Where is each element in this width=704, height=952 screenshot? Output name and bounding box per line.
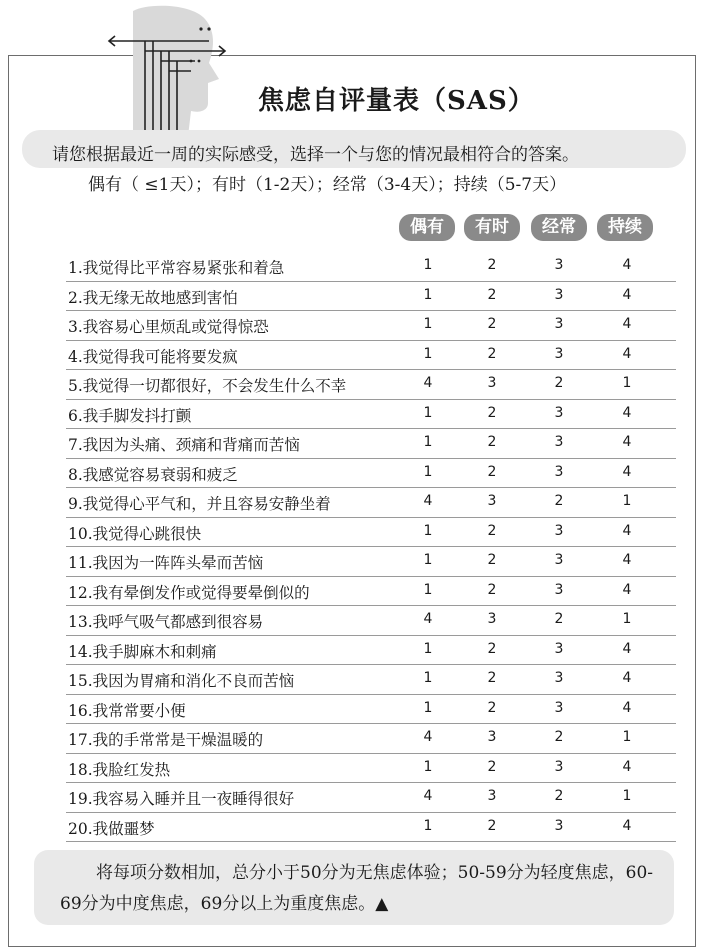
score-option[interactable]: 3 (554, 581, 564, 598)
question-text: 20.我做噩梦 (68, 819, 155, 838)
score-option[interactable]: 2 (554, 611, 564, 627)
score-option[interactable]: 1 (622, 788, 632, 804)
question-row (0, 636, 704, 666)
question-row (0, 429, 704, 459)
score-option[interactable]: 2 (487, 345, 497, 362)
question-text: 5.我觉得一切都很好，不会发生什么不幸 (68, 377, 347, 395)
score-option[interactable]: 4 (423, 788, 433, 804)
score-option[interactable]: 3 (487, 611, 497, 627)
score-option[interactable]: 2 (554, 375, 564, 391)
score-option[interactable]: 4 (622, 552, 632, 568)
question-text: 4.我觉得我可能将要发疯 (68, 347, 238, 366)
score-option[interactable]: 1 (622, 729, 632, 745)
score-option[interactable]: 2 (487, 434, 497, 450)
score-option[interactable]: 2 (487, 286, 497, 303)
score-option[interactable]: 4 (423, 375, 433, 391)
score-option[interactable]: 1 (622, 611, 632, 627)
question-row (0, 252, 704, 282)
score-option[interactable]: 4 (622, 345, 632, 362)
score-option[interactable]: 4 (622, 670, 632, 686)
page-title: 焦虑自评量表（SAS） (258, 86, 535, 116)
score-option[interactable]: 3 (487, 493, 497, 509)
question-text: 8.我感觉容易衰弱和疲乏 (68, 465, 238, 484)
score-option[interactable]: 3 (554, 522, 564, 539)
score-option[interactable]: 4 (622, 434, 632, 450)
score-option[interactable]: 2 (487, 316, 497, 332)
score-option[interactable]: 1 (423, 670, 433, 686)
question-text: 14.我手脚麻木和刺痛 (68, 642, 217, 661)
score-option[interactable]: 1 (423, 434, 433, 450)
question-row (0, 282, 704, 312)
score-option[interactable]: 4 (423, 729, 433, 745)
score-option[interactable]: 4 (622, 257, 632, 273)
score-option[interactable]: 1 (423, 581, 433, 598)
question-row (0, 783, 704, 813)
row-divider (66, 841, 676, 842)
score-option[interactable]: 3 (554, 699, 564, 716)
score-option[interactable]: 1 (423, 758, 433, 775)
scoring-note: 将每项分数相加，总分小于50分为无焦虑体验；50-59分为轻度焦虑，60-69分为中度焦虑，69分以上为重度焦虑。▲ (60, 863, 654, 914)
question-text: 7.我因为头痛、颈痛和背痛而苦恼 (68, 436, 300, 454)
score-option[interactable]: 3 (554, 404, 564, 421)
score-option[interactable]: 4 (423, 493, 433, 509)
score-option[interactable]: 4 (622, 581, 632, 598)
score-option[interactable]: 2 (487, 404, 497, 421)
score-option[interactable]: 3 (554, 817, 564, 834)
score-option[interactable]: 2 (554, 729, 564, 745)
column-header-rarely: 偶有 (399, 214, 455, 241)
score-option[interactable]: 3 (487, 788, 497, 804)
score-option[interactable]: 3 (487, 729, 497, 745)
score-option[interactable]: 3 (554, 758, 564, 775)
score-option[interactable]: 3 (554, 286, 564, 303)
score-option[interactable]: 1 (423, 640, 433, 657)
score-option[interactable]: 2 (487, 522, 497, 539)
score-option[interactable]: 4 (622, 758, 632, 775)
score-option[interactable]: 1 (423, 699, 433, 716)
question-text: 16.我常常要小便 (68, 701, 186, 720)
score-option[interactable]: 3 (554, 640, 564, 657)
head-arrows-icon (95, 5, 230, 145)
score-option[interactable]: 4 (622, 817, 632, 834)
score-option[interactable]: 2 (487, 257, 497, 273)
question-text: 6.我手脚发抖打颤 (68, 406, 192, 425)
score-option[interactable]: 1 (622, 375, 632, 391)
question-row (0, 577, 704, 607)
score-option[interactable]: 2 (487, 463, 497, 480)
question-row (0, 518, 704, 548)
score-option[interactable]: 1 (423, 404, 433, 421)
column-header-row (0, 214, 704, 244)
score-option[interactable]: 4 (622, 316, 632, 332)
score-option[interactable]: 2 (487, 640, 497, 657)
question-list (0, 252, 704, 842)
question-text: 15.我因为胃痛和消化不良而苦恼 (68, 672, 295, 690)
score-option[interactable]: 1 (423, 345, 433, 362)
question-row (0, 547, 704, 577)
score-option[interactable]: 2 (554, 788, 564, 804)
score-option[interactable]: 1 (423, 522, 433, 539)
score-option[interactable]: 3 (554, 463, 564, 480)
column-header-often: 经常 (531, 214, 587, 241)
score-option[interactable]: 4 (622, 699, 632, 716)
question-text: 9.我觉得心平气和，并且容易安静坐着 (68, 495, 331, 513)
score-option[interactable]: 2 (487, 817, 497, 834)
score-option[interactable]: 1 (423, 257, 433, 273)
score-option[interactable]: 1 (423, 316, 433, 332)
score-option[interactable]: 4 (622, 463, 632, 480)
score-option[interactable]: 2 (487, 670, 497, 686)
instruction-text: 请您根据最近一周的实际感受，选择一个与您的情况最相符合的答案。 (52, 145, 579, 165)
score-option[interactable]: 1 (423, 463, 433, 480)
question-text: 10.我觉得心跳很快 (68, 524, 202, 543)
question-text: 17.我的手常常是干燥温暖的 (68, 731, 264, 749)
question-text: 3.我容易心里烦乱或觉得惊恐 (68, 318, 269, 336)
question-row (0, 341, 704, 371)
question-row (0, 695, 704, 725)
question-text: 12.我有晕倒发作或觉得要晕倒似的 (68, 583, 310, 602)
score-option[interactable]: 2 (487, 758, 497, 775)
column-header-always: 持续 (597, 214, 653, 241)
score-option[interactable]: 3 (487, 375, 497, 391)
score-option[interactable]: 4 (622, 522, 632, 539)
question-row (0, 311, 704, 341)
column-header-sometimes: 有时 (464, 214, 520, 241)
score-option[interactable]: 3 (554, 670, 564, 686)
score-option[interactable]: 2 (487, 552, 497, 568)
score-option[interactable]: 3 (554, 552, 564, 568)
question-text: 19.我容易入睡并且一夜睡得很好 (68, 790, 295, 808)
score-option[interactable]: 2 (487, 581, 497, 598)
question-row (0, 724, 704, 754)
score-option[interactable]: 1 (423, 286, 433, 303)
score-option[interactable]: 3 (554, 257, 564, 273)
score-option[interactable]: 2 (554, 493, 564, 509)
score-option[interactable]: 2 (487, 699, 497, 716)
question-row (0, 813, 704, 843)
score-option[interactable]: 3 (554, 345, 564, 362)
score-option[interactable]: 4 (622, 404, 632, 421)
score-option[interactable]: 1 (423, 552, 433, 568)
question-row (0, 370, 704, 400)
score-option[interactable]: 3 (554, 316, 564, 332)
question-row (0, 606, 704, 636)
question-text: 1.我觉得比平常容易紧张和着急 (68, 259, 285, 277)
question-row (0, 665, 704, 695)
score-option[interactable]: 4 (622, 640, 632, 657)
score-option[interactable]: 4 (622, 286, 632, 303)
question-row (0, 488, 704, 518)
frequency-legend: 偶有（ ≤1天）；有时（1-2天）；经常（3-4天）；持续（5-7天） (88, 175, 567, 195)
question-row (0, 754, 704, 784)
question-text: 11.我因为一阵阵头晕而苦恼 (68, 554, 264, 572)
score-option[interactable]: 1 (622, 493, 632, 509)
score-option[interactable]: 4 (423, 611, 433, 627)
score-option[interactable]: 1 (423, 817, 433, 834)
question-row (0, 400, 704, 430)
question-text: 2.我无缘无故地感到害怕 (68, 288, 238, 307)
question-text: 18.我脸红发热 (68, 760, 171, 779)
question-row (0, 459, 704, 489)
question-text: 13.我呼气吸气都感到很容易 (68, 613, 264, 631)
score-option[interactable]: 3 (554, 434, 564, 450)
